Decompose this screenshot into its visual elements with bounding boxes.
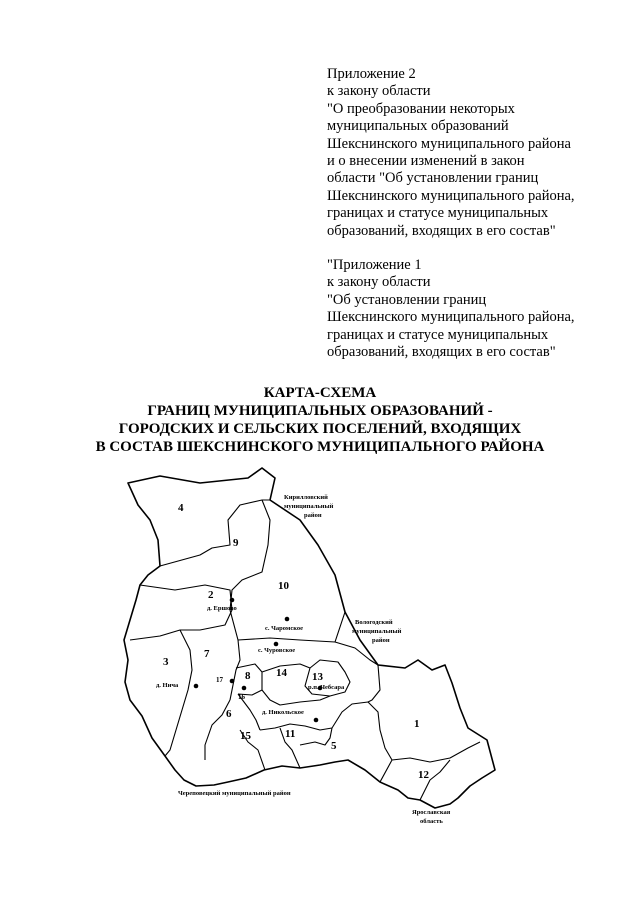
- appendix-2-line: Шекснинского муниципального района,: [327, 187, 575, 204]
- region-13-label: 13: [312, 671, 323, 683]
- settlement-17-marker: [230, 679, 235, 684]
- appendix-1-line: "Об установлении границ: [327, 291, 487, 308]
- region-9-label: 9: [233, 537, 239, 549]
- region-15-label: 15: [240, 730, 251, 742]
- region-12-label: 12: [418, 769, 429, 781]
- appendix-2-line: к закону области: [327, 83, 431, 100]
- nikolskoe-label: д. Никольское: [262, 709, 304, 716]
- nikolskoe-marker: [314, 718, 319, 723]
- settlement-markers: [194, 598, 323, 723]
- region-2-label: 2: [208, 589, 214, 601]
- appendix-1-line: к закону области: [327, 274, 431, 291]
- chebsara-label: р.п. Чебсара: [308, 684, 345, 691]
- place-labels: [156, 605, 345, 716]
- appendix-2-line: границах и статусе муниципальных: [327, 205, 549, 222]
- neighbor-labels: [178, 494, 451, 825]
- region-4-label: 4: [178, 502, 184, 514]
- appendix-1-line: границах и статусе муниципальных: [327, 326, 549, 343]
- yaroslavl-label-2: область: [420, 818, 443, 825]
- ershovo-marker: [230, 598, 235, 603]
- district-outline: [124, 468, 495, 808]
- internal-borders: [130, 500, 480, 800]
- appendix-2-line: Шекснинского муниципального района: [327, 135, 571, 152]
- settlement-16-marker: [242, 686, 247, 691]
- appendix-1-line: образований, входящих в его состав": [327, 344, 556, 361]
- title-line: КАРТА-СХЕМА: [263, 385, 377, 401]
- title-line: В СОСТАВ ШЕКСНИНСКОГО МУНИЦИПАЛЬНОГО РАЙОНА: [95, 439, 545, 455]
- appendix-2-line: муниципальных образований: [327, 118, 509, 135]
- cherepovets-label: Череповецкий муниципальный район: [178, 790, 291, 797]
- ershovo-label: д. Ершово: [207, 605, 237, 612]
- title-line: ГОРОДСКИХ И СЕЛЬСКИХ ПОСЕЛЕНИЙ, ВХОДЯЩИХ: [118, 421, 522, 437]
- region-7-label: 7: [204, 648, 210, 660]
- nycha-marker: [194, 684, 199, 689]
- appendix-1-line: Шекснинского муниципального района,: [327, 309, 575, 326]
- yaroslavl-label-1: Ярославская: [412, 809, 451, 816]
- kirillov-label-2: муниципальный: [284, 503, 334, 510]
- kirillov-label-3: район: [304, 512, 322, 519]
- vologda-label-1: Вологодский: [355, 619, 393, 626]
- region-3-label: 3: [163, 656, 169, 668]
- appendix-2-line: образований, входящих в его состав": [327, 222, 556, 239]
- churovskoe-marker: [274, 642, 279, 647]
- appendix-2-line: "О преобразовании некоторых: [327, 100, 515, 117]
- region-10-label: 10: [278, 580, 289, 592]
- region-6-label: 6: [226, 708, 232, 720]
- nycha-label: д. Нича: [156, 682, 179, 689]
- appendix-2-line: области "Об установлении границ: [327, 170, 539, 187]
- kirillov-label-1: Кирилловский: [284, 494, 328, 501]
- region-14-label: 14: [276, 667, 287, 679]
- charomskoe-marker: [285, 617, 290, 622]
- region-17-label: 17: [216, 676, 223, 684]
- charomskoe-label: с. Чаромское: [265, 625, 304, 632]
- title-line: ГРАНИЦ МУНИЦИПАЛЬНЫХ ОБРАЗОВАНИЙ -: [147, 403, 493, 419]
- appendix-2-line: Приложение 2: [327, 66, 416, 82]
- appendix-1-line: "Приложение 1: [327, 257, 422, 274]
- region-5-label: 5: [331, 740, 337, 752]
- appendix-2-line: и о внесении изменений в закон: [327, 153, 525, 170]
- vologda-label-3: район: [372, 637, 390, 644]
- region-16-label: 16: [238, 693, 245, 701]
- churovskoe-label: с. Чуровское: [258, 647, 296, 654]
- region-8-label: 8: [245, 670, 251, 682]
- region-11-label: 11: [285, 728, 296, 740]
- region-1-label: 1: [414, 718, 420, 730]
- vologda-label-2: муниципальный: [352, 628, 402, 635]
